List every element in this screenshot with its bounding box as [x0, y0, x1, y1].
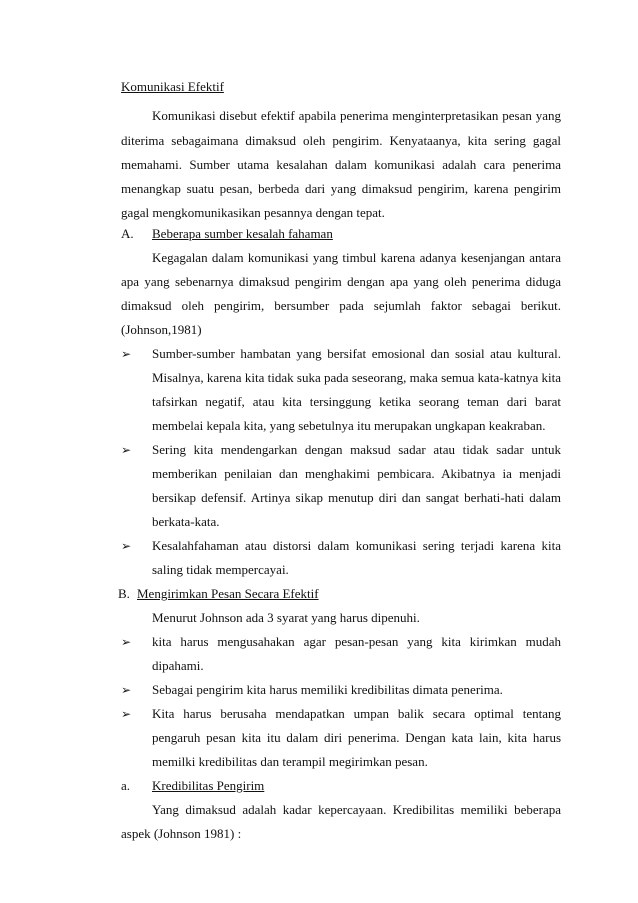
- bullet-line: berkata-kata.: [152, 514, 220, 529]
- section-a-paragraph-line: Kegagalan dalam komunikasi yang timbul karena adanya kesenjangan antara: [152, 250, 561, 265]
- bullet-line: memberikan penilaian dan menghakimi pembicara. Akibatnya ia menjadi: [152, 466, 561, 481]
- arrow-bullet-icon: ➢: [121, 635, 132, 649]
- bullet-line: Kesalahfahaman atau distorsi dalam komunikasi sering terjadi karena kita: [152, 538, 561, 553]
- section-a-paragraph-line: dimaksud oleh pengirim, bersumber pada sejumlah faktor sebagai berikut.: [121, 298, 561, 313]
- bullet-line: dipahami.: [152, 658, 204, 673]
- bullet-line: Misalnya, karena kita tidak suka pada seseorang, maka semua kata-katnya kita: [152, 370, 561, 385]
- section-b-heading: Mengirimkan Pesan Secara Efektif: [137, 586, 319, 601]
- bullet-line: Sebagai pengirim kita harus memiliki kredibilitas dimata penerima.: [152, 682, 503, 697]
- bullet-line: memilki kredibilitas dan terampil megirimkan pesan.: [152, 754, 428, 769]
- arrow-bullet-icon: ➢: [121, 707, 132, 721]
- subsection-a-paragraph-line: aspek (Johnson 1981) :: [121, 826, 242, 841]
- section-b-letter: B.: [118, 586, 130, 601]
- arrow-bullet-icon: ➢: [121, 347, 132, 361]
- intro-line: memahami. Sumber utama kesalahan dalam komunikasi adalah cara penerima: [121, 157, 561, 172]
- intro-line: gagal mengkomunikasikan pesannya dengan tepat.: [121, 205, 385, 220]
- intro-line: menangkap suatu pesan, berbeda dari yang dimaksud pengirim, karena pengirim: [121, 181, 561, 196]
- arrow-bullet-icon: ➢: [121, 443, 132, 457]
- bullet-line: tafsirkan negatif, atau kita tersinggung ketika seorang teman dari barat: [152, 394, 561, 409]
- bullet-line: saling tidak mempercayai.: [152, 562, 289, 577]
- section-a-letter: A.: [121, 226, 134, 241]
- subsection-a-letter: a.: [121, 778, 131, 793]
- section-a-paragraph-line: apa yang sebenarnya dimaksud pengirim dengan apa yang oleh penerima diduga: [121, 274, 561, 289]
- document-title: Komunikasi Efektif: [121, 79, 224, 94]
- section-a-heading: Beberapa sumber kesalah fahaman: [152, 226, 333, 241]
- arrow-bullet-icon: ➢: [121, 539, 132, 553]
- bullet-line: membelai kepala kita, yang sebetulnya itu merupakan ungkapan keakraban.: [152, 418, 546, 433]
- arrow-bullet-icon: ➢: [121, 683, 132, 697]
- subsection-a-heading: Kredibilitas Pengirim: [152, 778, 265, 793]
- bullet-line: Kita harus berusaha mendapatkan umpan balik secara optimal tentang: [152, 706, 561, 721]
- section-b-paragraph: Menurut Johnson ada 3 syarat yang harus dipenuhi.: [152, 610, 420, 625]
- intro-line: diterima sebagaimana dimaksud oleh pengirim. Kenyataanya, kita sering gagal: [121, 133, 561, 148]
- bullet-line: bersikap defensif. Artinya sikap menutup diri dan sangat berhati-hati dalam: [152, 490, 561, 505]
- bullet-line: Sering kita mendengarkan dengan maksud sadar atau tidak sadar untuk: [152, 442, 561, 457]
- bullet-line: kita harus mengusahakan agar pesan-pesan yang kita kirimkan mudah: [152, 634, 561, 649]
- bullet-line: pengaruh pesan kita itu dalam diri penerima. Dengan kata lain, kita harus: [152, 730, 561, 745]
- section-a-paragraph-line: (Johnson,1981): [121, 322, 202, 337]
- subsection-a-paragraph-line: Yang dimaksud adalah kadar kepercayaan. Kredibilitas memiliki beberapa: [152, 802, 561, 817]
- bullet-line: Sumber-sumber hambatan yang bersifat emosional dan sosial atau kultural.: [152, 346, 561, 361]
- intro-line: Komunikasi disebut efektif apabila penerima menginterpretasikan pesan yang: [152, 108, 561, 123]
